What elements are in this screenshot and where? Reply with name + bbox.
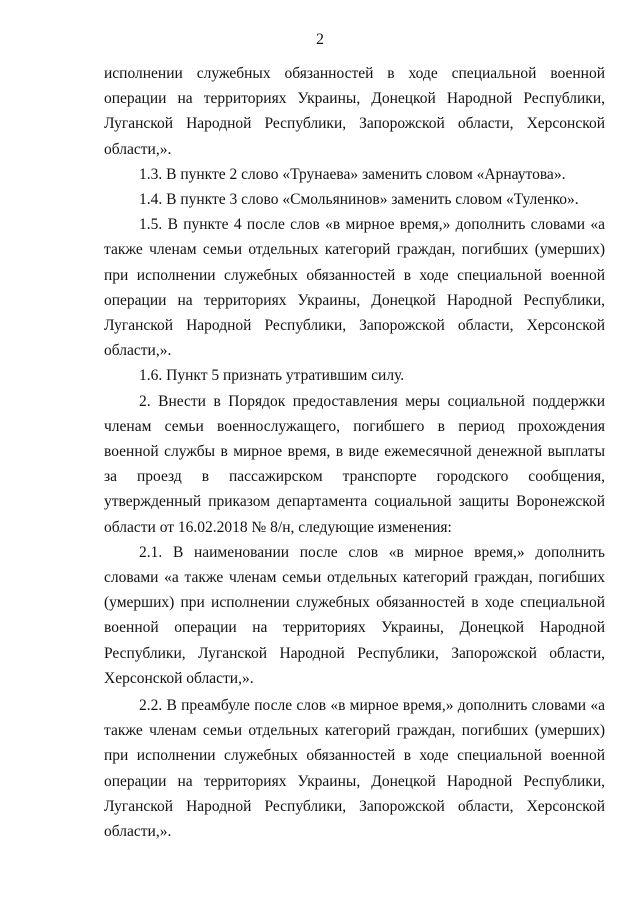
paragraph-1-5: 1.5. В пункте 4 после слов «в мирное время,» дополнить словами «а также членам семьи отдельных категорий граждан, погибших (умерших) при исполнении служебных обязанностей в ходе специальной военной операции на территориях Украины, Донецкой Народной Республики, Луганской Народной Республики, Запорожской области, Херсонской области,».: [104, 216, 605, 360]
paragraph-1-6: 1.6. Пункт 5 признать утратившим силу.: [139, 367, 405, 385]
document-body: [104, 61, 605, 844]
page-number: 2: [316, 31, 324, 48]
paragraph-continuation: исполнении служебных обязанностей в ходе специальной военной операции на территориях Украины, Донецкой Народной Республики, Луганской Народной Республики, Запорожской области, Херсонской области,».: [104, 65, 605, 158]
paragraph-1-4: 1.4. В пункте 3 слово «Смольянинов» заменить словом «Туленко».: [139, 191, 579, 209]
paragraph-2-1: 2.1. В наименовании после слов «в мирное время,» дополнить словами «а также членам семьи отдельных категорий граждан, погибших (умерших) при исполнении служебных обязанностей в ходе специальной военной операции на территориях Украины, Донецкой Народной Республики, Луганской Народной Республики, Запорожской области, Херсонской области,».: [104, 543, 605, 687]
paragraph-1-3: 1.3. В пункте 2 слово «Трунаева» заменить словом «Арнаутова».: [139, 165, 566, 183]
paragraph-2-2: 2.2. В преамбуле после слов «в мирное время,» дополнить словами «а также членам семьи отдельных категорий граждан, погибших (умерших) при исполнении служебных обязанностей в ходе специальной военной операции на территориях Украины, Донецкой Народной Республики, Луганской Народной Республики, Запорожской области, Херсонской области,».: [104, 697, 605, 841]
paragraph-2: 2. Внести в Порядок предоставления меры социальной поддержки членам семьи военнослужащего, погибшего в период прохождения военной службы в мирное время, в виде ежемесячной денежной выплаты за проезд в пассажирском транспорте городского сообщения, утвержденный приказом департамента социальной защиты Воронежской области от 16.02.2018 № 8/н, следующие изменения:: [104, 392, 605, 536]
